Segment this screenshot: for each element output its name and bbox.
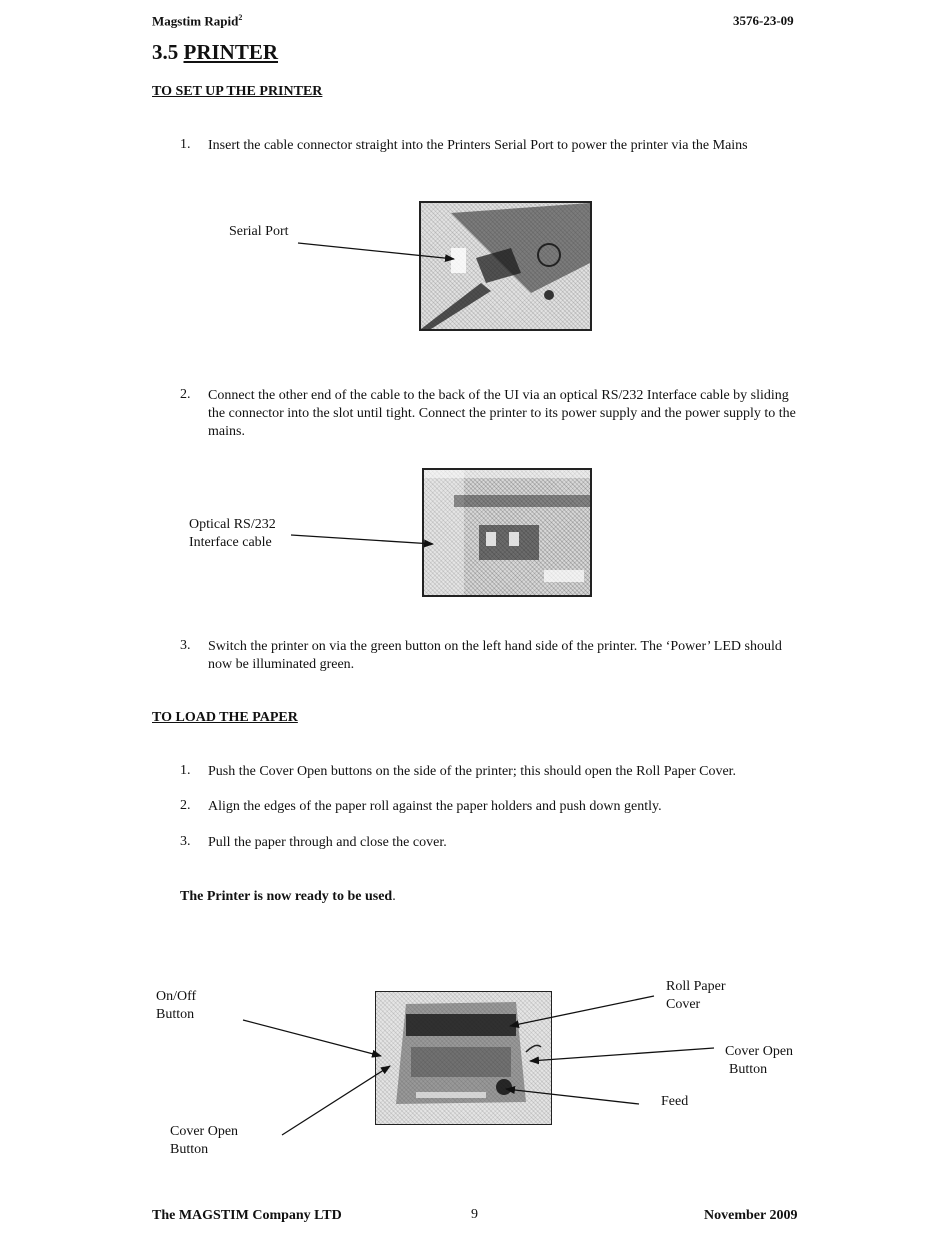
load-step-3-number: 3. [180, 834, 191, 849]
ready-period: . [392, 889, 396, 904]
label-on-off-button [156, 988, 196, 1024]
arrow-cover-open-right [530, 1048, 714, 1061]
setup-step-3-number: 3. [180, 638, 191, 653]
footer-date: November 2009 [704, 1208, 798, 1223]
label-cover-open-left-line2: Button [170, 1142, 209, 1157]
label-feed: Feed [661, 1094, 689, 1109]
section-number: 3.5 [152, 40, 179, 64]
label-roll-paper-cover [666, 978, 726, 1014]
load-step-3-text: Pull the paper through and close the cover. [208, 835, 447, 850]
label-roll-paper-line1: Roll Paper [666, 979, 726, 994]
label-cover-open-left-line1: Cover Open [170, 1124, 239, 1139]
section-title-text: PRINTER [183, 40, 279, 64]
ready-sentence [180, 888, 396, 906]
footer-page-number: 9 [471, 1207, 478, 1222]
setup-step-2-text: Connect the other end of the cable to the back of the UI via an optical RS/232 Interface cable by sliding the connector into the slot until tight. Connect the printer to its power supply and the power supply to the mains. [208, 388, 796, 439]
label-cover-open-right [725, 1043, 793, 1079]
label-on-off-line1: On/Off [156, 989, 197, 1004]
ready-text: The Printer is now ready to be used [180, 889, 393, 904]
arrow-optical-rs232 [291, 535, 433, 544]
optical-rs232-photo [422, 468, 592, 597]
load-step-2-text: Align the edges of the paper roll against the paper holders and push down gently. [208, 799, 662, 814]
arrow-cover-open-left [282, 1066, 390, 1135]
setup-step-1-text: Insert the cable connector straight into the Printers Serial Port to power the printer via the Mains [208, 138, 748, 153]
setup-step-2-number: 2. [180, 387, 191, 402]
setup-heading: TO SET UP THE PRINTER [152, 84, 323, 99]
label-cover-open-right-line2: Button [729, 1062, 768, 1077]
label-roll-paper-line2: Cover [666, 997, 701, 1012]
label-optical-rs232 [189, 516, 276, 552]
printer-photo [375, 991, 552, 1125]
footer-company: The MAGSTIM Company LTD [152, 1208, 342, 1223]
label-serial-port: Serial Port [229, 224, 289, 239]
header-product [152, 13, 242, 29]
load-step-1-text: Push the Cover Open buttons on the side of the printer; this should open the Roll Paper Cover. [208, 764, 737, 779]
arrow-on-off [243, 1020, 381, 1056]
product-name: Magstim Rapid [152, 13, 239, 29]
setup-step-1-number: 1. [180, 137, 191, 152]
label-on-off-line2: Button [156, 1007, 195, 1022]
label-optical-line2: Interface cable [189, 535, 272, 550]
load-step-2-number: 2. [180, 798, 191, 813]
label-cover-open-right-line1: Cover Open [725, 1044, 794, 1059]
load-step-1-number: 1. [180, 763, 191, 778]
product-superscript: 2 [238, 13, 243, 22]
section-title [152, 40, 278, 65]
label-cover-open-left [170, 1123, 238, 1159]
label-optical-line1: Optical RS/232 [189, 517, 276, 532]
load-heading: TO LOAD THE PAPER [152, 710, 298, 725]
header-doc-number: 3576-23-09 [733, 13, 794, 28]
setup-step-3-text: Switch the printer on via the green button on the left hand side of the printer. The ‘Power’ LED should now be illuminated green. [208, 639, 782, 672]
serial-port-photo [419, 201, 592, 331]
